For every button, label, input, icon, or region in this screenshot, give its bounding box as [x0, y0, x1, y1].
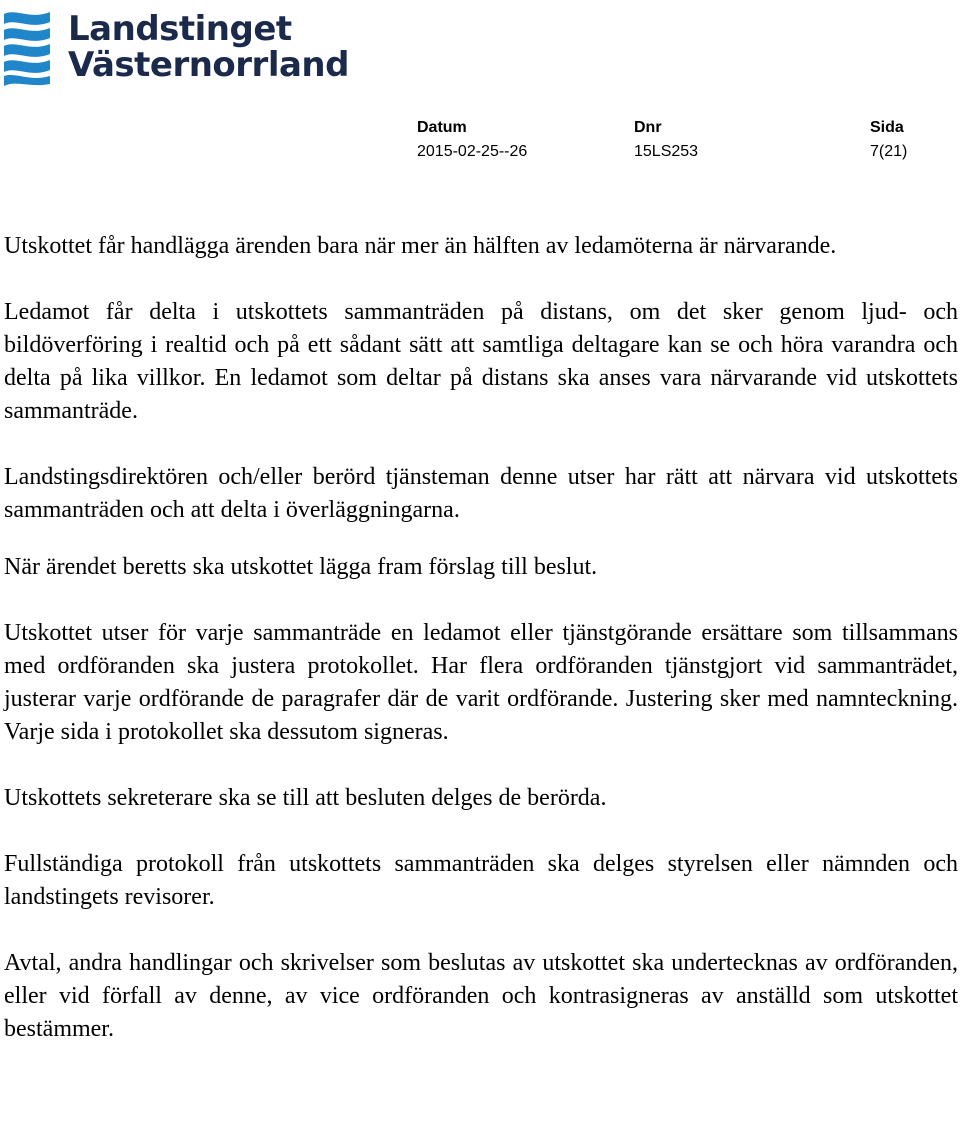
logo-wordmark — [68, 11, 349, 83]
dnr-label: Dnr — [634, 119, 662, 136]
meta-datum — [417, 116, 527, 164]
paragraph: Utskottet får handlägga ärenden bara när mer än hälften av ledamöterna är närvarande. — [4, 233, 837, 259]
sida-label: Sida — [870, 119, 904, 136]
meta-sida — [870, 116, 907, 164]
document-body — [4, 230, 958, 1079]
logo-line-2: Västernorrland — [68, 45, 349, 85]
paragraph: När ärendet beretts ska utskottet lägga fram förslag till beslut. — [4, 554, 598, 580]
paragraph: Landstingsdirektören och/eller berörd tjänsteman denne utser har rätt att närvara vid utskottets sammanträden och att delta i överläggningarna. — [4, 464, 958, 523]
logo-line-1: Landstinget — [68, 9, 292, 49]
datum-label: Datum — [417, 119, 467, 136]
wave-logo-icon — [0, 8, 54, 86]
paragraph: Avtal, andra handlingar och skrivelser som beslutas av utskottet ska undertecknas av ordföranden, eller vid förfall av denne, av vice ordföranden och kontrasigneras av anställd som utskottet bestämmer. — [4, 950, 958, 1042]
paragraph: Utskottets sekreterare ska se till att besluten delges de berörda. — [4, 785, 607, 811]
dnr-value: 15LS253 — [634, 143, 699, 160]
paragraph: Fullständiga protokoll från utskottets sammanträden ska delges styrelsen eller nämnden och landstingets revisorer. — [4, 851, 958, 910]
paragraph: Ledamot får delta i utskottets sammanträden på distans, om det sker genom ljud- och bildöverföring i realtid och på ett sådant sätt att samtliga deltagare kan se och höra varandra och delta på lika villkor. En ledamot som deltar på distans ska anses vara närvarande vid utskottets sammanträde. — [4, 299, 958, 424]
datum-value: 2015-02-25--26 — [417, 143, 528, 160]
sida-value: 7(21) — [870, 143, 908, 160]
landstinget-logo — [0, 6, 349, 88]
meta-dnr — [634, 116, 698, 164]
paragraph: Utskottet utser för varje sammanträde en ledamot eller tjänstgörande ersättare som tillsammans med ordföranden ska justera protokollet. Har flera ordföranden tjänstgjort vid sammanträdet, justerar varje ordförande de paragrafer där de varit ordförande. Justering sker med namnteckning. Varje sida i protokollet ska dessutom signeras. — [4, 620, 958, 745]
